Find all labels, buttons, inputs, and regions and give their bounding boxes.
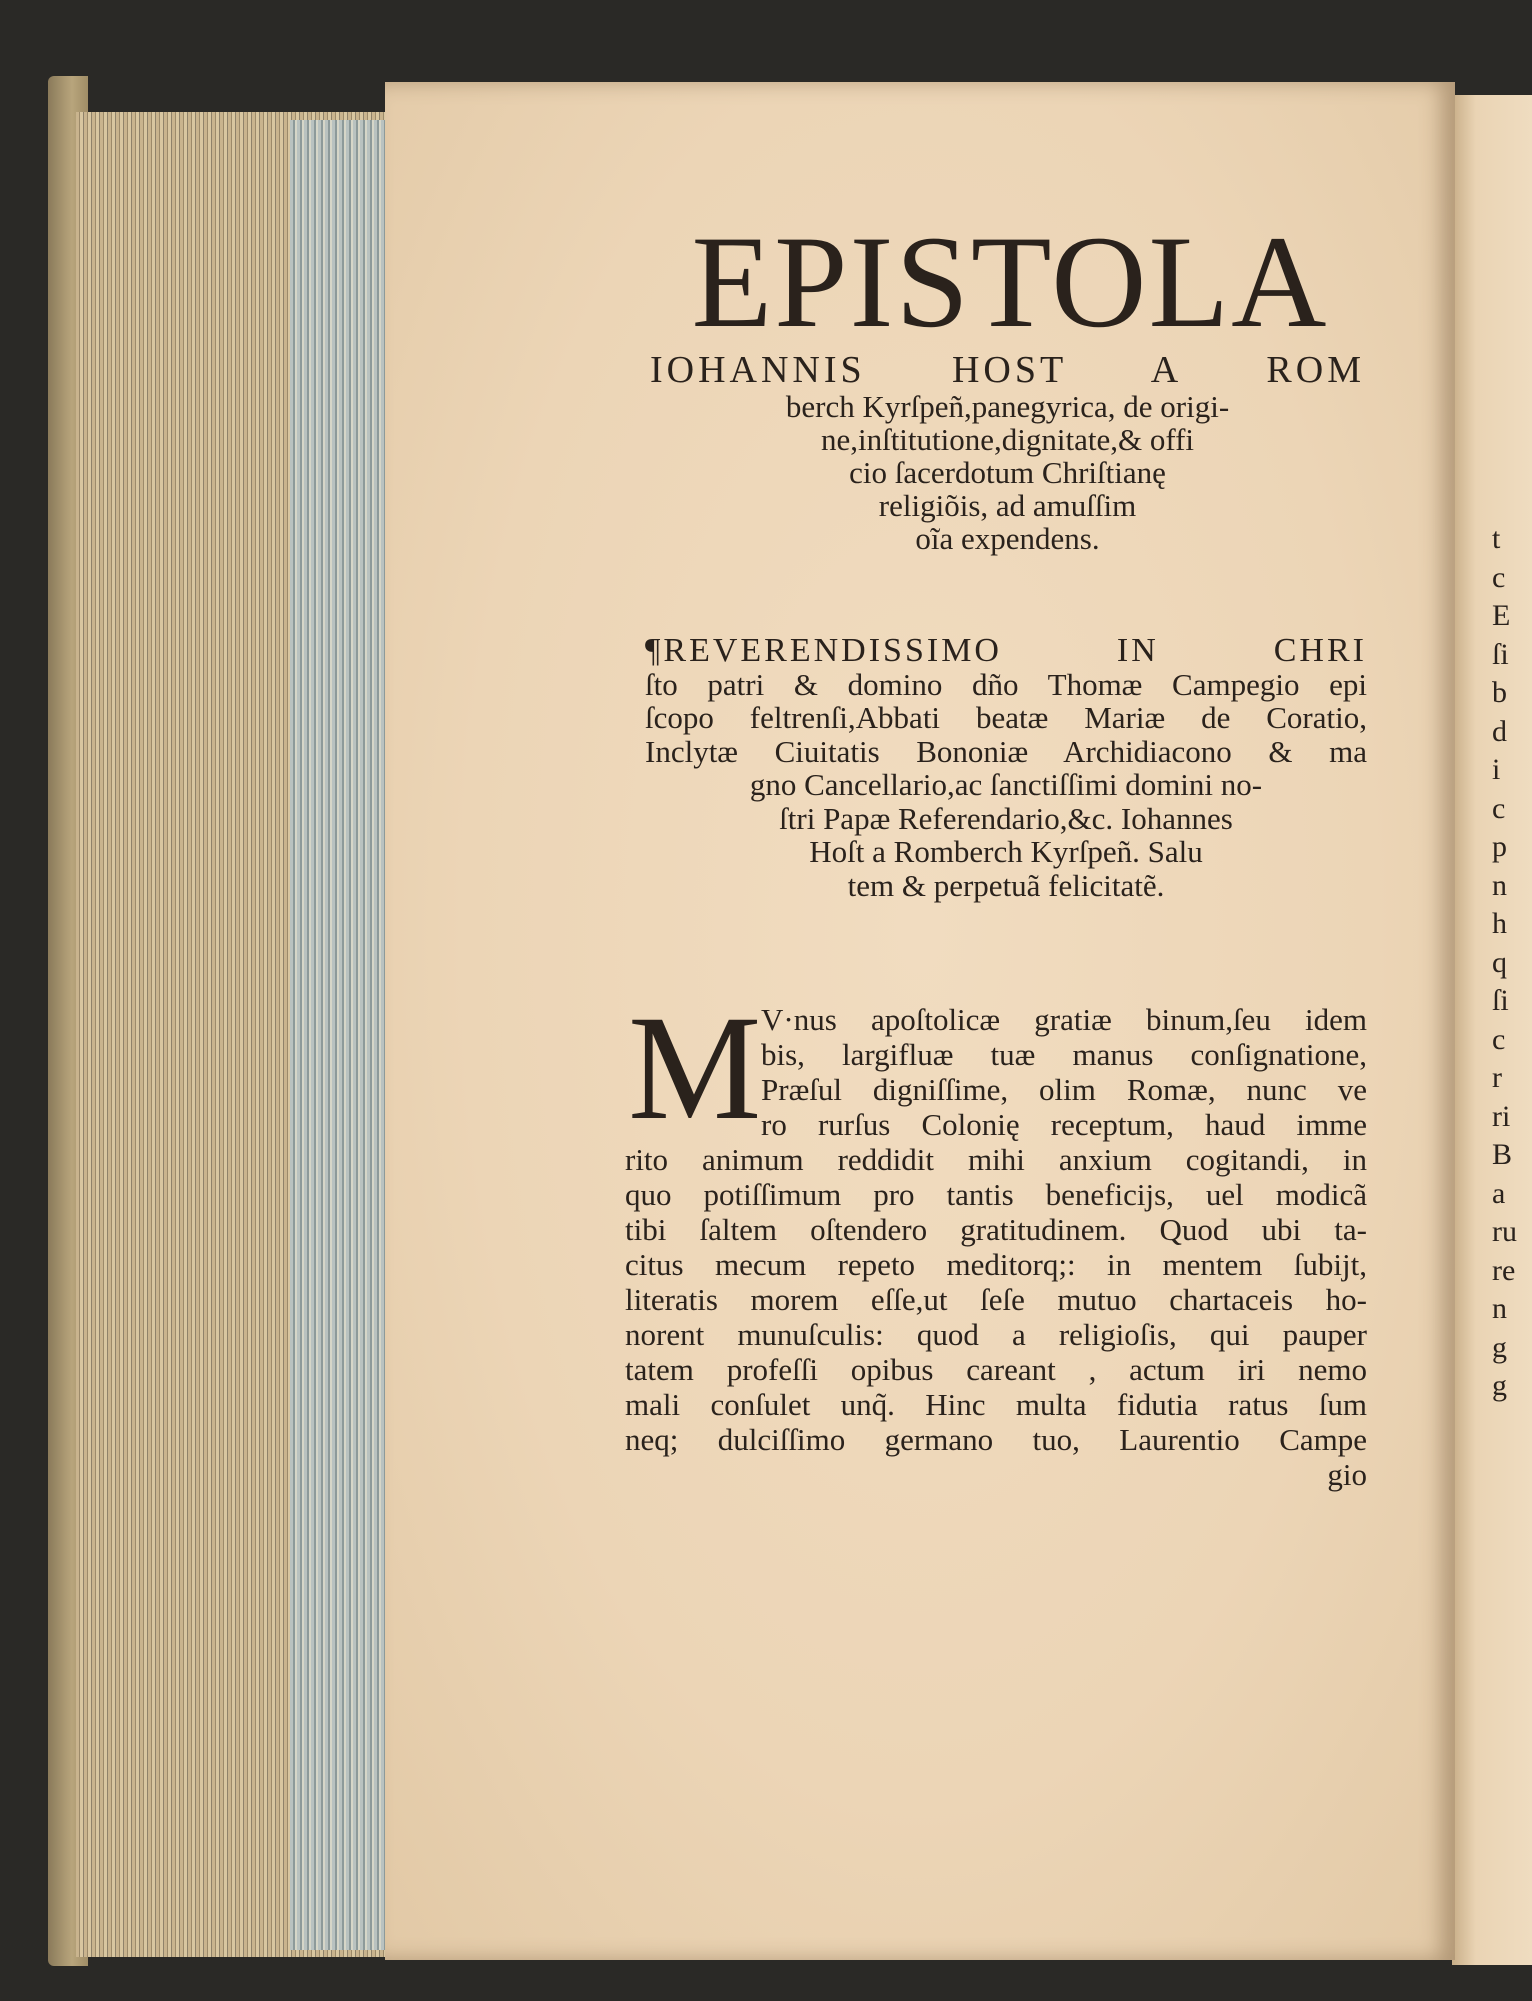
facing-page-fragment: i	[1492, 753, 1501, 786]
dedication-line: ¶REVERENDISSIMO IN CHRI	[645, 632, 1367, 669]
facing-page-fragment: h	[1492, 907, 1507, 940]
dedication-line: gno Cancellario,ac ſanctiſſimi domini no-	[749, 767, 1263, 802]
facing-page-fragment: p	[1492, 830, 1507, 863]
facing-page-fragment: E	[1492, 599, 1511, 632]
facing-page-fragment: n	[1492, 868, 1507, 902]
facing-page-fragment: c	[1492, 791, 1506, 825]
dedication-line: ſcopo feltrenſi,Abbati beatæ Mariæ de Coratio,	[645, 700, 1367, 735]
body-line: rito animum reddidit mihi anxium cogitandi, in	[625, 1142, 1367, 1177]
body-line: norent munuſculis: quod a religioſis, qui pauper	[625, 1317, 1367, 1352]
facing-page-fragment: g	[1492, 1330, 1507, 1364]
facing-page-fragment: d	[1492, 714, 1507, 748]
facing-page-fragment: B	[1492, 1138, 1513, 1171]
dedication-line: Hoſt a Romberch Kyrſpeñ. Salu	[809, 834, 1203, 869]
body-line: mali conſulet unq̃. Hinc multa fidutia ratus ſum	[625, 1387, 1367, 1422]
page-title: EPISTOLA	[691, 208, 1329, 355]
body-line: neq; dulciſſimo germano tuo, Laurentio Campe	[625, 1422, 1367, 1457]
body-line-catchword: gio	[1327, 1457, 1367, 1492]
dedication-line: ſto patri & domino dño Thomæ Campegio epi	[645, 666, 1367, 702]
facing-page-fragment: re	[1492, 1253, 1516, 1287]
subtitle-line: oĩa expendens.	[915, 521, 1100, 556]
facing-page-fragments	[1492, 520, 1517, 1406]
facing-page-fragment: c	[1492, 560, 1506, 594]
dedication-line: tem & perpetuã felicitatẽ.	[847, 867, 1165, 903]
subtitle-line: IOHANNIS HOST A ROM	[650, 349, 1365, 391]
body-line: bis, largifluæ tuæ manus conſignatione,	[761, 1037, 1367, 1072]
facing-page-fragment: r	[1492, 1061, 1502, 1094]
body-line: V·nus apoſtolicæ gratiæ binum,ſeu idem	[761, 1002, 1367, 1037]
subtitle-line: ne,inſtitutione,dignitate,& offi	[820, 422, 1195, 457]
facing-page-fragment: ſi	[1492, 984, 1509, 1017]
subtitle-line: berch Kyrſpeñ,panegyrica, de origi-	[785, 389, 1230, 424]
subtitle-line: religiõis, ad amuſſim	[878, 488, 1137, 523]
dedication-line: ſtri Papæ Referendario,&c. Iohannes	[779, 800, 1233, 836]
facing-page-fragment: n	[1492, 1292, 1507, 1325]
facing-page-fragment: t	[1492, 522, 1501, 555]
facing-page-fragment: g	[1492, 1369, 1507, 1402]
body-line: ro rurſus Colonię receptum, haud imme	[761, 1107, 1367, 1142]
facing-page-fragment: ru	[1492, 1215, 1517, 1248]
subtitle-line: cio ſacerdotum Chriſtianę	[849, 455, 1166, 490]
facing-page-fragment: ri	[1492, 1099, 1511, 1133]
body-text	[625, 985, 1367, 1492]
facing-page-fragment: c	[1492, 1022, 1506, 1056]
page-stack-edge	[290, 120, 388, 1950]
body-line: tatem profeſſi opibus careant , actum iri nemo	[625, 1352, 1367, 1387]
facing-page-fragment: b	[1492, 676, 1507, 709]
body-line: quo potiſſimum pro tantis beneficijs, uel modicã	[625, 1177, 1367, 1212]
body-line: Præſul digniſſime, olim Romæ, nunc ve	[761, 1072, 1367, 1107]
facing-page-fragment: q	[1492, 945, 1507, 979]
dedication-line: Inclytæ Ciuitatis Bononiæ Archidiacono & ma	[645, 733, 1367, 769]
subtitle	[650, 350, 1365, 555]
facing-page-fragment: a	[1492, 1176, 1506, 1210]
drop-cap: M	[628, 985, 762, 1151]
body-line: citus mecum repeto meditorq;: in mentem ſubijt,	[625, 1247, 1367, 1282]
dedication	[645, 634, 1367, 902]
body-line: tibi ſaltem oſtendero gratitudinem. Quod ubi ta-	[625, 1212, 1367, 1247]
body-line: literatis morem eſſe,ut ſeſe mutuo chartaceis ho-	[625, 1282, 1367, 1317]
facing-page-fragment: ſi	[1492, 637, 1509, 671]
